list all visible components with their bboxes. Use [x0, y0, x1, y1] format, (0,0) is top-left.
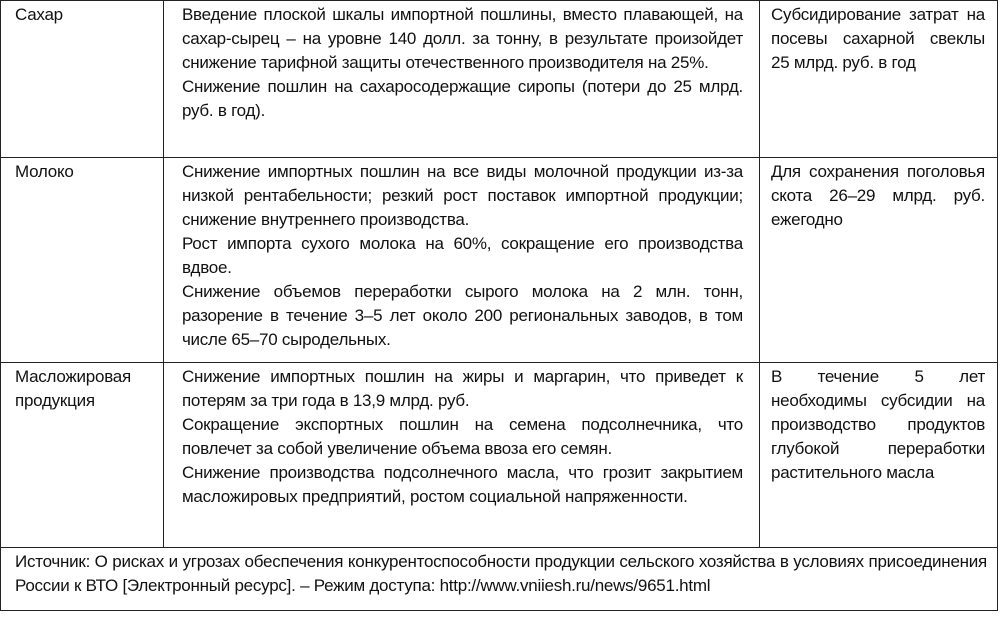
- measures-cell: Субсидирование затрат на посевы сахарной свеклы 25 млрд. руб. в год: [759, 1, 997, 158]
- consequence-text: Рост импорта сухого молока на 60%, сокращение его производства вдвое.: [181, 234, 743, 277]
- source-row: [1, 548, 998, 611]
- product-cell: Сахар: [1, 1, 164, 158]
- consequence-text: Снижение объемов переработки сырого молока на 2 млн. тонн, разорение в течение 3–5 лет около 200 региональных заводов, в том числе 65–70 сыродельных.: [181, 282, 743, 349]
- consequence-text: Снижение производства подсолнечного масла, что грозит закрытием масложировых предприятий, ростом социальной напряженности.: [181, 463, 743, 506]
- consequences-cell: [163, 158, 759, 363]
- measures-cell: В течение 5 лет необходимы субсидии на производство продуктов глубокой переработки растительного масла: [759, 363, 997, 548]
- consequences-cell: [163, 363, 759, 548]
- consequences-cell: [163, 1, 759, 158]
- consequence-text: Введение плоской шкалы импортной пошлины, вместо плавающей, на сахар-сырец – на уровне 140 долл. за тонну, в результате произойдет снижение тарифной защиты отечественного производителя на 25%.: [181, 5, 743, 72]
- measures-cell: Для сохранения поголовья скота 26–29 млрд. руб. ежегодно: [759, 158, 997, 363]
- product-cell: Молоко: [1, 158, 164, 363]
- consequence-text: Снижение импортных пошлин на жиры и маргарин, что приведет к потерям за три года в 13,9 млрд. руб.: [181, 367, 743, 410]
- table-row: [1, 363, 998, 548]
- consequence-text: Сокращение экспортных пошлин на семена подсолнечника, что повлечет за собой увеличение объема ввоза его семян.: [181, 415, 743, 458]
- consequence-text: Снижение пошлин на сахаросодержащие сиропы (потери до 25 млрд. руб. в год).: [181, 77, 743, 120]
- table-row: [1, 158, 998, 363]
- product-cell: Масложировая продукция: [1, 363, 164, 548]
- source-note: Источник: О рисках и угрозах обеспечения конкурентоспособности продукции сельского хозяйства в условиях присоединения России к ВТО [Электронный ресурс]. – Режим доступа: http://www.vniiesh.ru/news/9651.html: [1, 548, 998, 611]
- consequence-text: Снижение импортных пошлин на все виды молочной продукции из-за низкой рентабельности; резкий рост поставок импортной продукции; снижение внутреннего производства.: [181, 162, 743, 229]
- table-row: [1, 1, 998, 158]
